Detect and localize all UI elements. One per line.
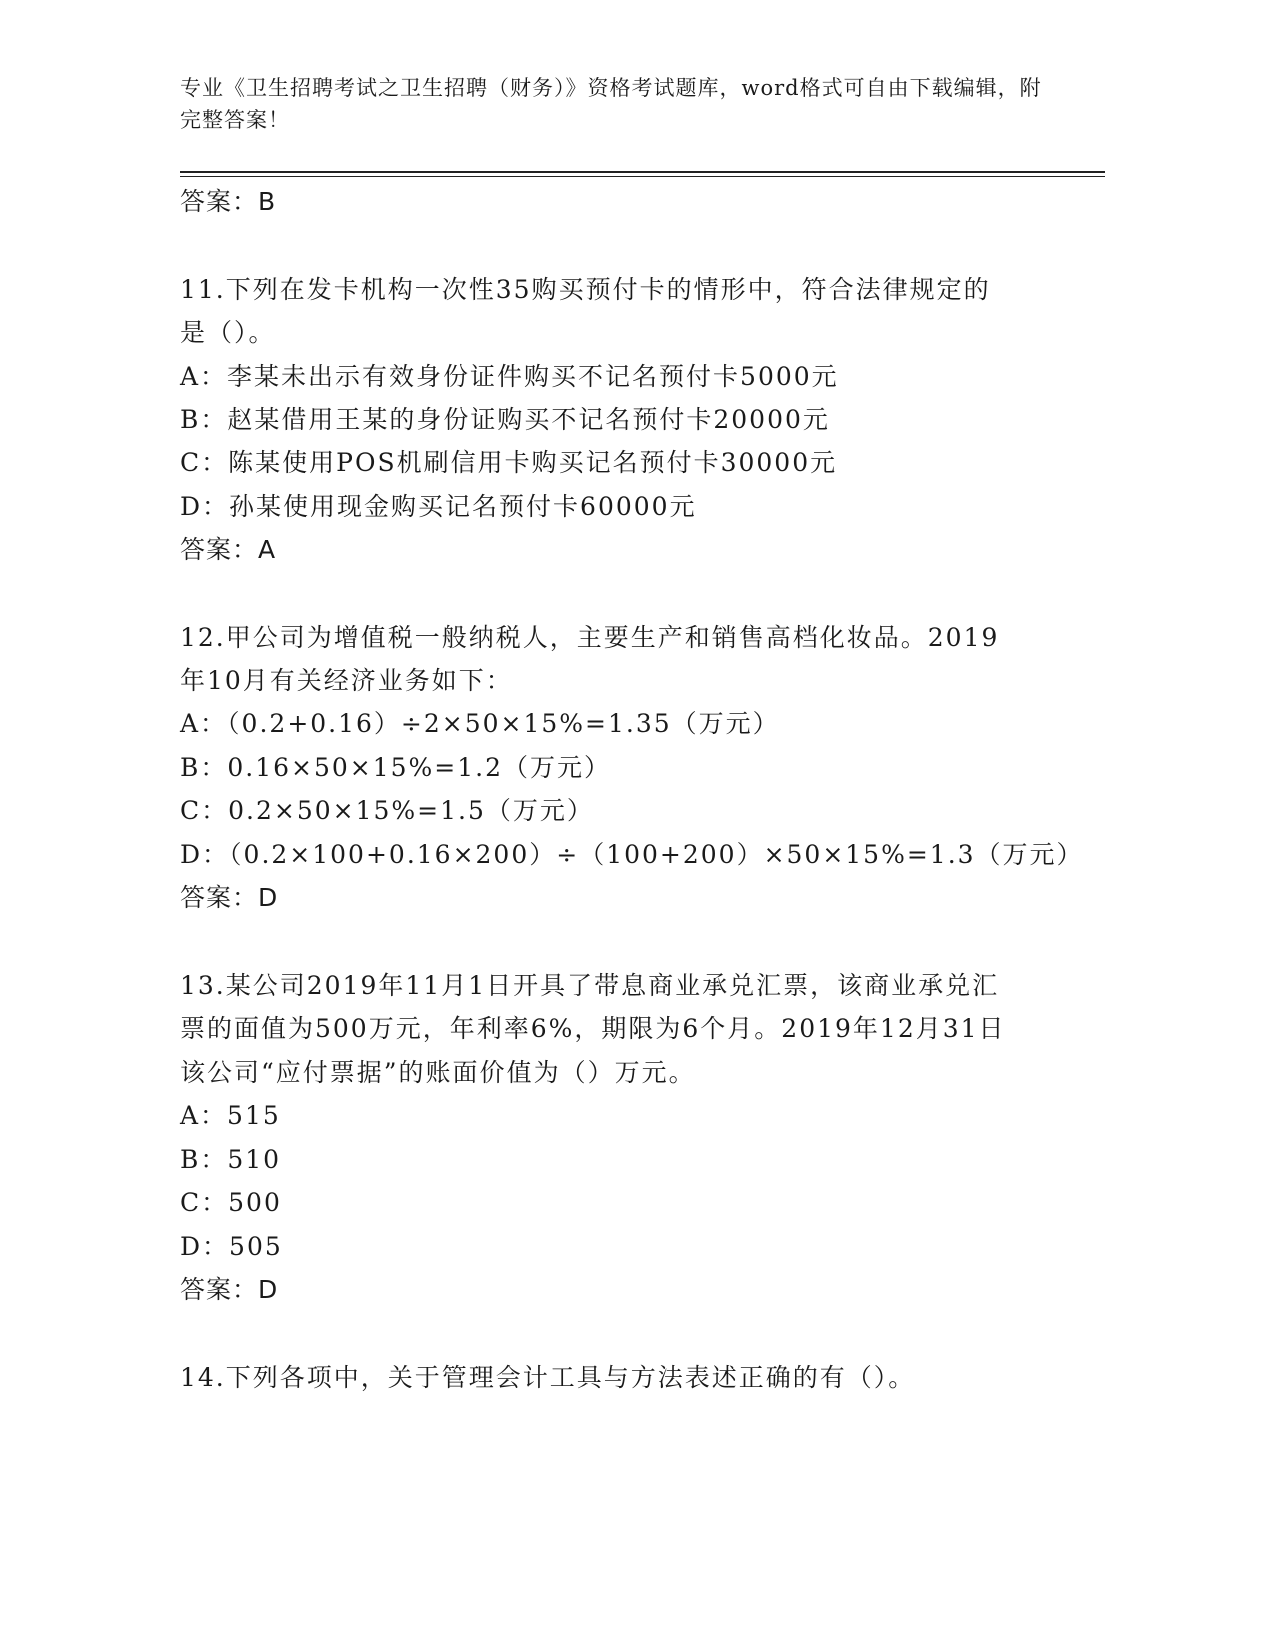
q12-option-d: D：（0.2×100+0.16×200）÷（100+200）×50×15%=1.3（万元） <box>180 840 1084 869</box>
q11-option-c: C：陈某使用POS机刷信用卡购买记名预付卡30000元 <box>180 448 838 477</box>
q11-option-d: D：孙某使用现金购买记名预付卡60000元 <box>180 492 697 521</box>
q11-stem-line: 11.下列在发卡机构一次性35购买预付卡的情形中，符合法律规定的 <box>180 275 991 304</box>
q12-option-b: B：0.16×50×15%=1.2（万元） <box>180 753 612 782</box>
q11-option-b: B：赵某借用王某的身份证购买不记名预付卡20000元 <box>180 405 830 434</box>
q11-stem-line: 是（）。 <box>180 318 276 347</box>
q13-option-b: B：510 <box>180 1145 282 1174</box>
q12-option-c: C：0.2×50×15%=1.5（万元） <box>180 796 594 825</box>
q13-stem-line: 票的面值为500万元，年利率6%，期限为6个月。2019年12月31日 <box>180 1014 1006 1043</box>
q14-stem-line: 14.下列各项中，关于管理会计工具与方法表述正确的有（）。 <box>180 1363 916 1392</box>
q12-answer: 答案：D <box>180 883 279 912</box>
q13-stem-line: 该公司“应付票据”的账面价值为（）万元。 <box>180 1058 696 1087</box>
header-rule-thin <box>180 176 1105 177</box>
q13-option-d: D：505 <box>180 1232 283 1261</box>
q11-answer: 答案：A <box>180 535 277 564</box>
q11-option-a: A：李某未出示有效身份证件购买不记名预付卡5000元 <box>180 362 839 391</box>
q12-stem-line: 年10月有关经济业务如下： <box>180 666 513 695</box>
q13-stem-line: 13.某公司2019年11月1日开具了带息商业承兑汇票，该商业承兑汇 <box>180 971 1000 1000</box>
previous-answer: 答案：B <box>180 187 277 216</box>
q13-answer: 答案：D <box>180 1275 279 1304</box>
q13-option-a: A：515 <box>180 1101 281 1130</box>
q13-option-c: C：500 <box>180 1188 282 1217</box>
header-rule-thick <box>180 171 1105 173</box>
q12-option-a: A：（0.2+0.16）÷2×50×15%=1.35（万元） <box>180 709 780 738</box>
q12-stem-line: 12.甲公司为增值税一般纳税人，主要生产和销售高档化妆品。2019 <box>180 623 1000 652</box>
document-header: 专业《卫生招聘考试之卫生招聘（财务）》资格考试题库，word格式可自由下载编辑，附完整答案！ <box>180 76 1042 132</box>
